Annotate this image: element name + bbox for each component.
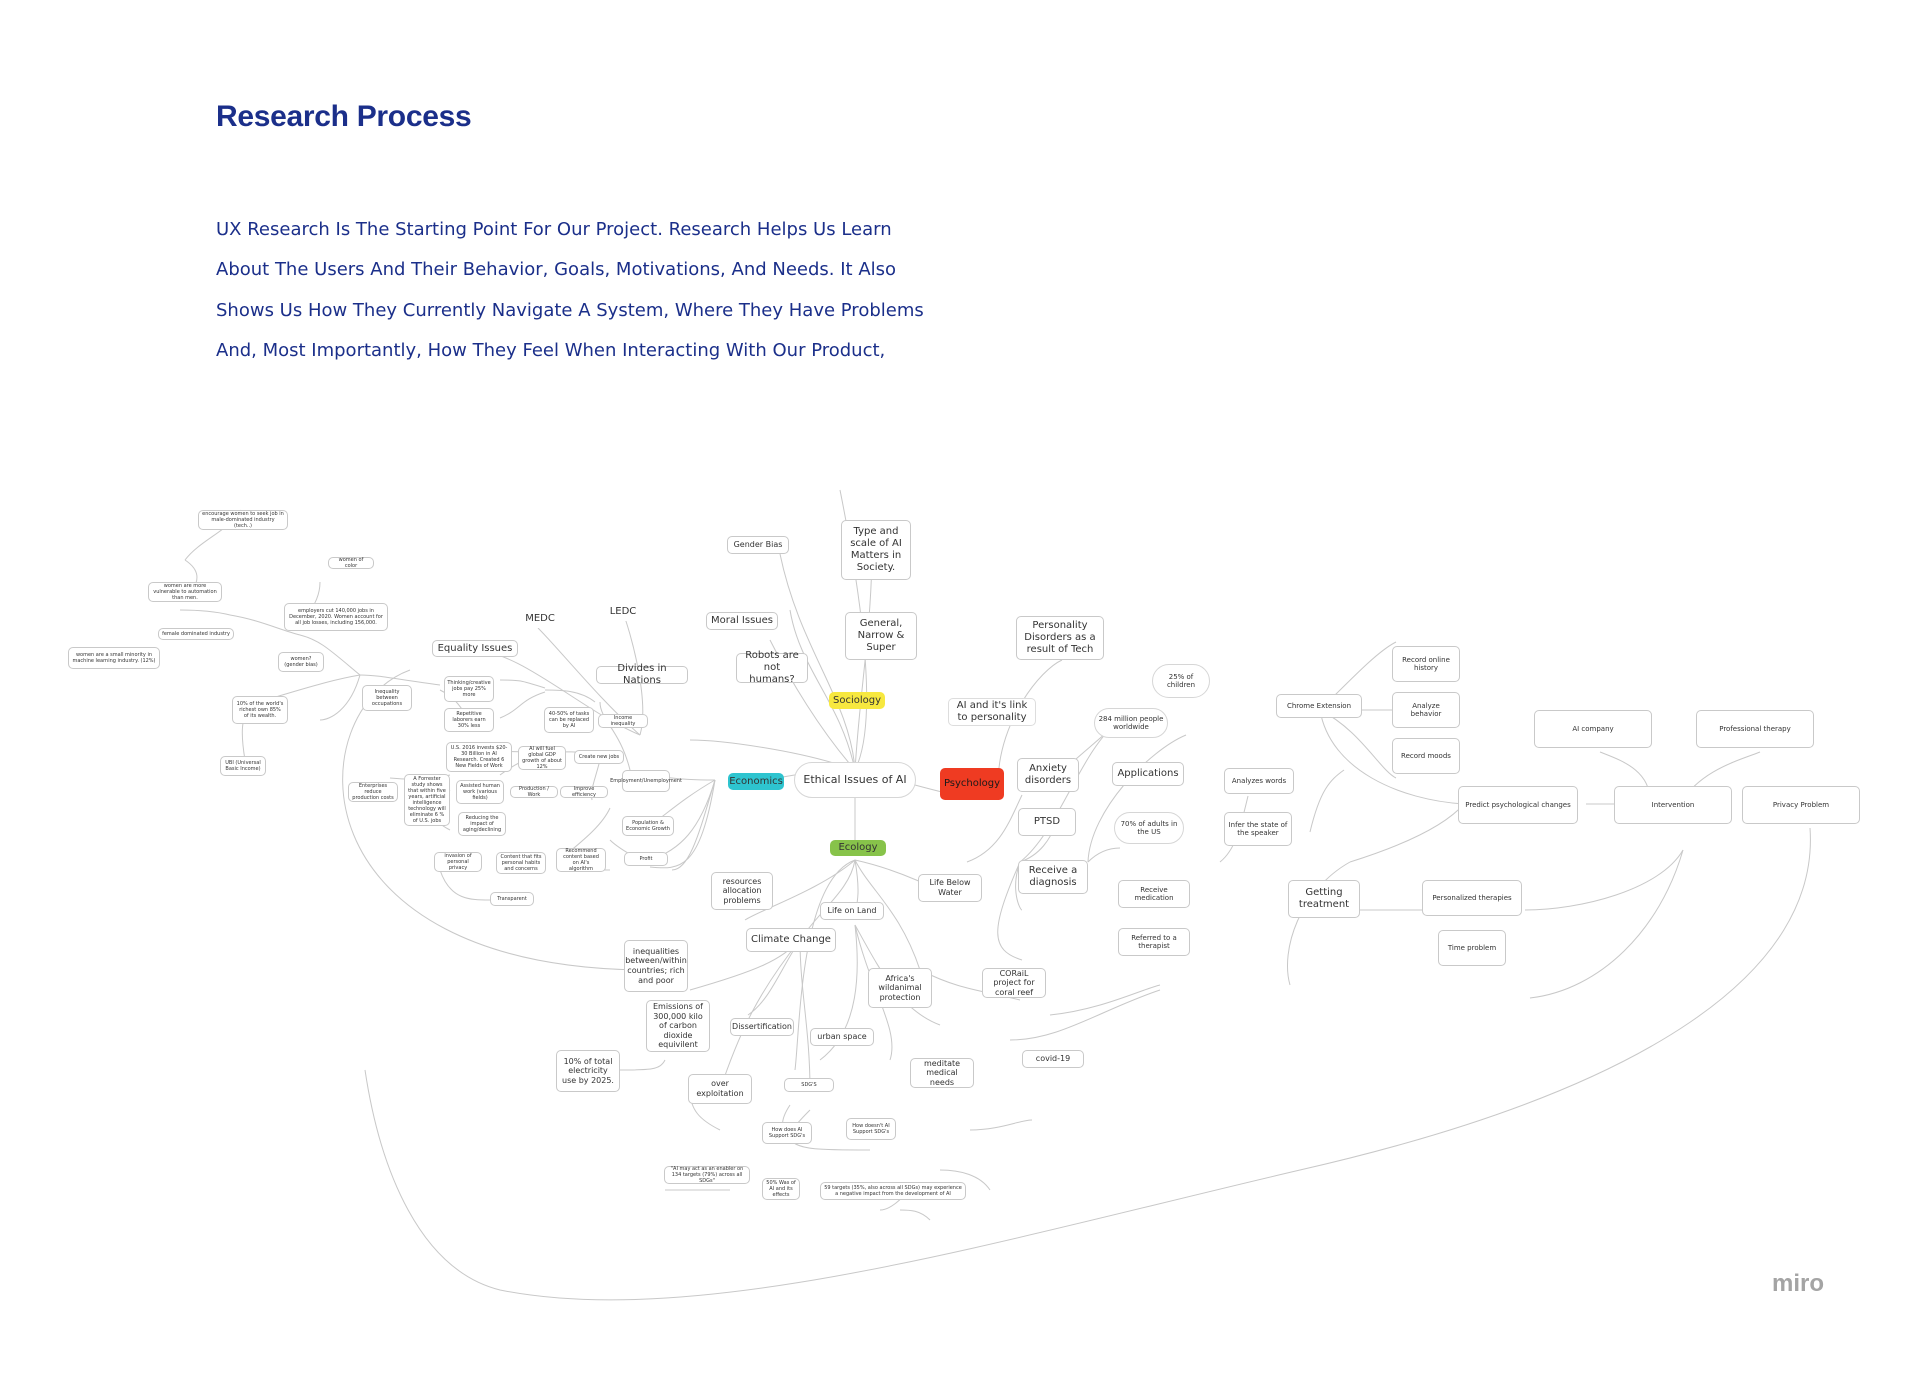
node-record-moods[interactable]: Record moods (1392, 738, 1460, 774)
node-divides-nations[interactable]: Divides in Nations (596, 666, 688, 684)
node-invasion-privacy[interactable]: invasion of personal privacy (434, 852, 482, 872)
node-moral-issues[interactable]: Moral Issues (706, 612, 778, 630)
node-ptsd[interactable]: PTSD (1018, 808, 1076, 836)
node-children-25[interactable]: 25% of children (1152, 664, 1210, 698)
node-dissertification[interactable]: Dissertification (730, 1018, 794, 1036)
node-women-gender-bias[interactable]: women? (gender bias) (278, 652, 324, 672)
node-how-doesnt-support[interactable]: How doesn't AI Support SDG's (846, 1118, 896, 1140)
node-ai-company[interactable]: AI company (1534, 710, 1652, 748)
branch-sociology[interactable]: Sociology (829, 692, 885, 709)
node-receive-diagnosis[interactable]: Receive a diagnosis (1018, 860, 1088, 894)
node-personalized-therapies[interactable]: Personalized therapies (1422, 880, 1522, 916)
page-title: Research Process (216, 100, 472, 133)
node-receive-medication[interactable]: Receive medication (1118, 880, 1190, 908)
node-enabler-targets[interactable]: "AI may act as an enabler on 134 targets (79%) across all SDGs" (664, 1166, 750, 1184)
node-repetitive-labor[interactable]: Repetitive laborers earn 30% less (444, 708, 494, 732)
node-transparent[interactable]: Transparent (490, 892, 534, 906)
node-thinking-jobs[interactable]: Thinking/creative jobs pay 25% more (444, 676, 494, 702)
node-us-invests[interactable]: U.S. 2016 invests $20-30 Billion in AI Research. Created 6 New Fields of Work (446, 742, 512, 772)
node-life-on-land[interactable]: Life on Land (820, 902, 884, 920)
node-adults-70[interactable]: 70% of adults in the US (1114, 812, 1184, 844)
miro-watermark: miro (1772, 1270, 1825, 1297)
node-population-growth[interactable]: Population & Economic Growth (622, 816, 674, 836)
node-time-problem[interactable]: Time problem (1438, 930, 1506, 966)
node-privacy-problem[interactable]: Privacy Problem (1742, 786, 1860, 824)
node-intervention[interactable]: Intervention (1614, 786, 1732, 824)
node-encourage-women[interactable]: encourage women to seek job in male-dominated industry (tech..) (198, 510, 288, 530)
branch-ecology[interactable]: Ecology (830, 840, 886, 856)
node-predict-changes[interactable]: Predict psychological changes (1458, 786, 1578, 824)
node-over-exploitation[interactable]: over exploitation (688, 1074, 752, 1104)
node-equality-issues[interactable]: Equality Issues (432, 640, 518, 657)
node-profit[interactable]: Profit (624, 852, 668, 866)
intro-line: And, Most Importantly, How They Feel When Interacting With Our Product, (216, 340, 886, 362)
node-corail-project[interactable]: CORaiL project for coral reef (982, 968, 1046, 998)
node-improve-efficiency[interactable]: Improve efficiency (560, 786, 608, 798)
node-employers-cut[interactable]: employers cut 140,000 jobs in December, 2020. Women account for all job losses, including 156,000. (284, 603, 388, 631)
node-assisted-work[interactable]: Assisted human work (various fields) (456, 780, 504, 804)
node-women-vulnerable[interactable]: women are more vulnerable to automation than men. (148, 582, 222, 602)
node-ubi[interactable]: UBI (Universal Basic Income) (220, 756, 266, 776)
node-life-below-water[interactable]: Life Below Water (918, 874, 982, 902)
node-getting-treatment[interactable]: Getting treatment (1288, 880, 1360, 918)
node-284-million[interactable]: 284 million people worldwide (1094, 708, 1168, 738)
intro-line: Shows Us How They Currently Navigate A System, Where They Have Problems (216, 299, 924, 321)
node-personality-disorders[interactable]: Personality Disorders as a result of Tech (1016, 616, 1104, 660)
node-recommend-content[interactable]: Recommend content based on AI's algorithm (556, 848, 606, 872)
node-gender-bias[interactable]: Gender Bias (727, 536, 789, 554)
node-urban-space[interactable]: urban space (810, 1028, 874, 1046)
node-general-narrow-super[interactable]: General, Narrow & Super (845, 612, 917, 660)
node-production-work[interactable]: Production / Work (510, 786, 558, 798)
node-resources-allocation[interactable]: resources allocation problems (711, 872, 773, 910)
node-robots-not-humans[interactable]: Robots are not humans? (736, 653, 808, 683)
node-emissions[interactable]: Emissions of 300,000 kilo of carbon dioxide equivilent (646, 1000, 710, 1052)
intro-line: About The Users And Their Behavior, Goals, Motivations, And Needs. It Also (216, 259, 897, 281)
node-record-online-history[interactable]: Record online history (1392, 646, 1460, 682)
node-medc[interactable]: MEDC (522, 610, 558, 628)
node-richest-wealth[interactable]: 10% of the world's richest own 85% of its wealth. (232, 696, 288, 724)
node-chrome-extension[interactable]: Chrome Extension (1276, 694, 1362, 718)
node-gdp-growth[interactable]: AI will fuel global GDP growth of about 12% (518, 746, 566, 770)
node-content-habits[interactable]: Content that fits personal habits and concerns (496, 852, 546, 874)
node-type-scale[interactable]: Type and scale of AI Matters in Society. (841, 520, 911, 580)
node-inequality-occupations[interactable]: Inequality between occupations (362, 685, 412, 711)
node-forrester-study[interactable]: A Forrester study shows that within five years, artificial intelligence technology will eliminate 6 % of U.S. jobs (404, 774, 450, 826)
branch-psychology[interactable]: Psychology (940, 768, 1004, 800)
mind-map-board[interactable] (0, 470, 1920, 1330)
node-reducing-aging[interactable]: Reducing the impact of aging/declining (458, 812, 506, 836)
node-negative-targets[interactable]: 59 targets (35%, also across all SDGs) may experience a negative impact from the development of AI (820, 1182, 966, 1200)
node-create-jobs[interactable]: Create new jobs (574, 750, 624, 764)
node-africa-wildanimal[interactable]: Africa's wildanimal protection (868, 968, 932, 1008)
node-female-industry[interactable]: female dominated industry (158, 628, 234, 640)
node-income-inequality[interactable]: Income inequality (598, 714, 648, 728)
node-inequalities-countries[interactable]: inequalities between/within countries; rich and poor (624, 940, 688, 992)
node-women-minority[interactable]: women are a small minority in machine learning industry. (12%) (68, 647, 160, 669)
node-referred-therapist[interactable]: Referred to a therapist (1118, 928, 1190, 956)
node-ai-personality[interactable]: AI and it's link to personality (948, 698, 1036, 726)
node-infer-speaker[interactable]: Infer the state of the speaker (1224, 812, 1292, 846)
node-climate-change[interactable]: Climate Change (746, 928, 836, 952)
center-topic[interactable]: Ethical Issues of AI (794, 762, 916, 798)
node-sdgs[interactable]: SDG'S (784, 1078, 834, 1092)
node-applications[interactable]: Applications (1112, 762, 1184, 786)
node-women-color[interactable]: women of color (328, 557, 374, 569)
node-ledc[interactable]: LEDC (606, 603, 640, 621)
node-enterprises-reduce[interactable]: Enterprises reduce production costs (348, 782, 398, 802)
node-tasks-replaced[interactable]: 40-50% of tasks can be replaced by AI (544, 707, 594, 733)
node-electricity-use[interactable]: 10% of total electricity use by 2025. (556, 1050, 620, 1092)
node-meditate-needs[interactable]: meditate medical needs (910, 1058, 974, 1088)
node-anxiety-disorders[interactable]: Anxiety disorders (1017, 758, 1079, 792)
node-covid[interactable]: covid-19 (1022, 1050, 1084, 1068)
node-ai-effects[interactable]: 50% Was of AI and its effects (762, 1178, 800, 1200)
intro-line: UX Research Is The Starting Point For Our Project. Research Helps Us Learn (216, 219, 892, 240)
branch-economics[interactable]: Economics (728, 773, 784, 790)
node-analyze-behavior[interactable]: Analyze behavior (1392, 692, 1460, 728)
node-employment[interactable]: Employment/Unemployment (622, 770, 670, 792)
intro-paragraph (216, 210, 976, 372)
node-professional-therapy[interactable]: Professional therapy (1696, 710, 1814, 748)
node-analyzes-words[interactable]: Analyzes words (1224, 768, 1294, 794)
node-how-does-support[interactable]: How does AI Support SDG's (762, 1122, 812, 1144)
